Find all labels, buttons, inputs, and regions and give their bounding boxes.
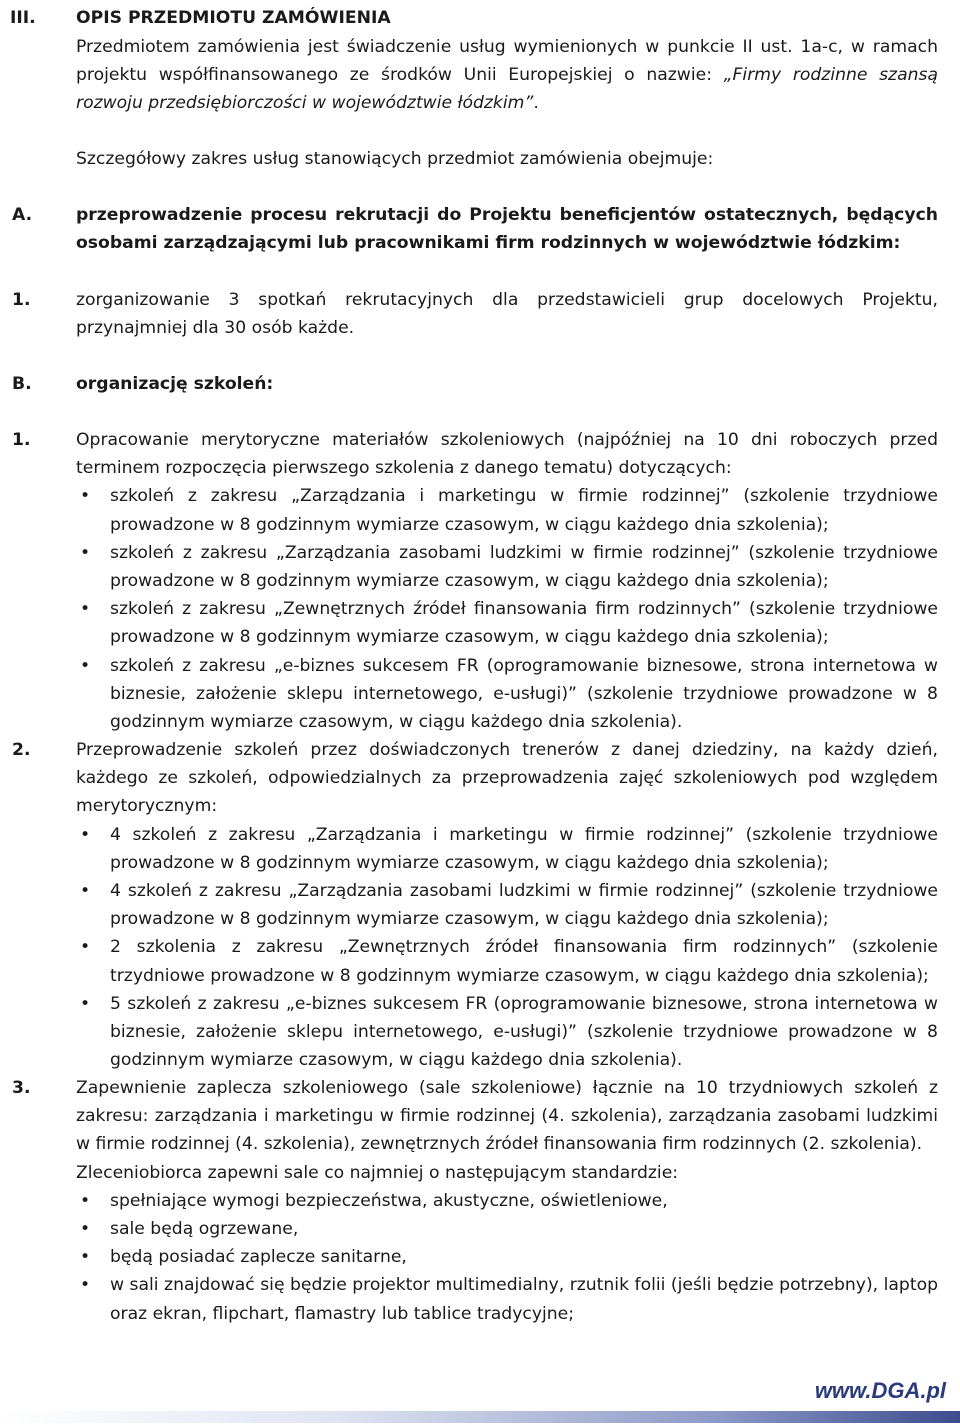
item-1-number: 1. xyxy=(12,430,31,450)
section-number: III. xyxy=(10,8,36,28)
scope-intro: Szczegółowy zakres usług stanowiących przedmiot zamówienia obejmuje: xyxy=(76,149,714,169)
list-item: • w sali znajdować się będzie projektor multimedialny, rzutnik folii (jeśli będzie potrzebny), laptop oraz ekran, flipchart, flamastry lub tablice tradycyjne; xyxy=(76,1271,938,1327)
part-a-letter: A. xyxy=(12,205,33,225)
item-2-text: Przeprowadzenie szkoleń przez doświadczonych trenerów z danej dziedziny, na każdy dzień, każdego ze szkoleń, odpowiedzialnych za przeprowadzenia zajęć szkoleniowych pod względem merytorycznym: xyxy=(76,740,938,817)
list-item: • szkoleń z zakresu „Zewnętrznych źródeł finansowania firm rodzinnych” (szkolenie trzydniowe prowadzone w 8 godzinnym wymiarze czasowym, w ciągu każdego dnia szkolenia); xyxy=(76,595,938,651)
list-item: • będą posiadać zaplecze sanitarne, xyxy=(76,1243,938,1271)
intro-end: . xyxy=(533,93,539,114)
list-item: • 5 szkoleń z zakresu „e-biznes sukcesem FR (oprogramowanie biznesowe, strona internetowa w biznesie, założenie sklepu internetowego, e-usługi)” (szkolenie trzydniowe prowadzone w 8 godzinnym wymiarze czasowym, w ciągu każdego dnia szkolenia). xyxy=(76,990,938,1075)
list-item: • 4 szkoleń z zakresu „Zarządzania zasobami ludzkimi w firmie rodzinnej” (szkolenie trzydniowe prowadzone w 8 godzinnym wymiarze czasowym, w ciągu każdego dnia szkolenia); xyxy=(76,877,938,933)
item-1 xyxy=(76,426,938,736)
list-item: • spełniające wymogi bezpieczeństwa, akustyczne, oświetleniowe, xyxy=(76,1187,938,1215)
section-heading xyxy=(10,4,391,32)
item-2 xyxy=(76,736,938,1074)
list-item: • 4 szkoleń z zakresu „Zarządzania i marketingu w firmie rodzinnej” (szkolenie trzydniowe prowadzone w 8 godzinnym wymiarze czasowym, w ciągu każdego dnia szkolenia); xyxy=(76,821,938,877)
part-a-item-number: 1. xyxy=(12,290,31,310)
project-name: „Firmy rodzinne szansą rozwoju przedsiębiorczości w województwie łódzkim” xyxy=(76,65,938,114)
item-3 xyxy=(76,1074,938,1328)
intro-text: Przedmiotem zamówienia jest świadczenie usług wymienionych w punkcie II ust. 1a-c, w ramach projektu współfinansowanego ze środków Unii Europejskiej o nazwie: xyxy=(76,37,938,86)
footer-gradient-bar xyxy=(0,1411,960,1423)
item-3-number: 3. xyxy=(12,1078,31,1098)
list-item: • szkoleń z zakresu „Zarządzania zasobami ludzkimi w firmie rodzinnej” (szkolenie trzydniowe prowadzone w 8 godzinnym wymiarze czasowym, w ciągu każdego dnia szkolenia); xyxy=(76,539,938,595)
part-b-heading: organizację szkoleń: xyxy=(76,374,274,394)
section-title: OPIS PRZEDMIOTU ZAMÓWIENIA xyxy=(76,8,391,28)
list-item: • szkoleń z zakresu „e-biznes sukcesem FR (oprogramowanie biznesowe, strona internetowa w biznesie, założenie sklepu internetowego, e-usługi)” (szkolenie trzydniowe prowadzone w 8 godzinnym wymiarze czasowym, w ciągu każdego dnia szkolenia). xyxy=(76,652,938,737)
list-item: • 2 szkolenia z zakresu „Zewnętrznych źródeł finansowania firm rodzinnych” (szkolenie trzydniowe prowadzone w 8 godzinnym wymiarze czasowym, w ciągu każdego dnia szkolenia); xyxy=(76,933,938,989)
list-item: • szkoleń z zakresu „Zarządzania i marketingu w firmie rodzinnej” (szkolenie trzydniowe prowadzone w 8 godzinnym wymiarze czasowym, w ciągu każdego dnia szkolenia); xyxy=(76,482,938,538)
item-2-number: 2. xyxy=(12,740,31,760)
list-item: • sale będą ogrzewane, xyxy=(76,1215,938,1243)
site-logo: www.DGA.pl xyxy=(814,1378,946,1403)
intro-paragraph xyxy=(76,33,938,118)
item-3-standard-intro: Zleceniobiorca zapewni sale co najmniej o następującym standardzie: xyxy=(76,1162,679,1183)
item-1-list xyxy=(76,482,938,736)
part-a-heading: przeprowadzenie procesu rekrutacji do Projektu beneficjentów ostatecznych, będących osobami zarządzającymi lub pracownikami firm rodzinnych w województwie łódzkim: xyxy=(76,205,938,254)
part-a-item-text: zorganizowanie 3 spotkań rekrutacyjnych dla przedstawicieli grup docelowych Projektu, przynajmniej dla 30 osób każde. xyxy=(76,290,938,339)
item-1-text: Opracowanie merytoryczne materiałów szkoleniowych (najpóźniej na 10 dni roboczych przed terminem rozpoczęcia pierwszego szkolenia z danego tematu) dotyczących: xyxy=(76,430,938,479)
item-2-list xyxy=(76,821,938,1075)
item-3-text: Zapewnienie zaplecza szkoleniowego (sale szkoleniowe) łącznie na 10 trzydniowych szkoleń z zakresu: zarządzania i marketingu w firmie rodzinnej (4. szkolenia), zarządzania zasobami ludzkimi w firmie rodzinnej (4. szkolenia), zewnętrznych źródeł finansowania firm rodzinnych (2. szkolenia). xyxy=(76,1078,938,1155)
item-3-list xyxy=(76,1187,938,1328)
part-b-letter: B. xyxy=(12,374,32,394)
